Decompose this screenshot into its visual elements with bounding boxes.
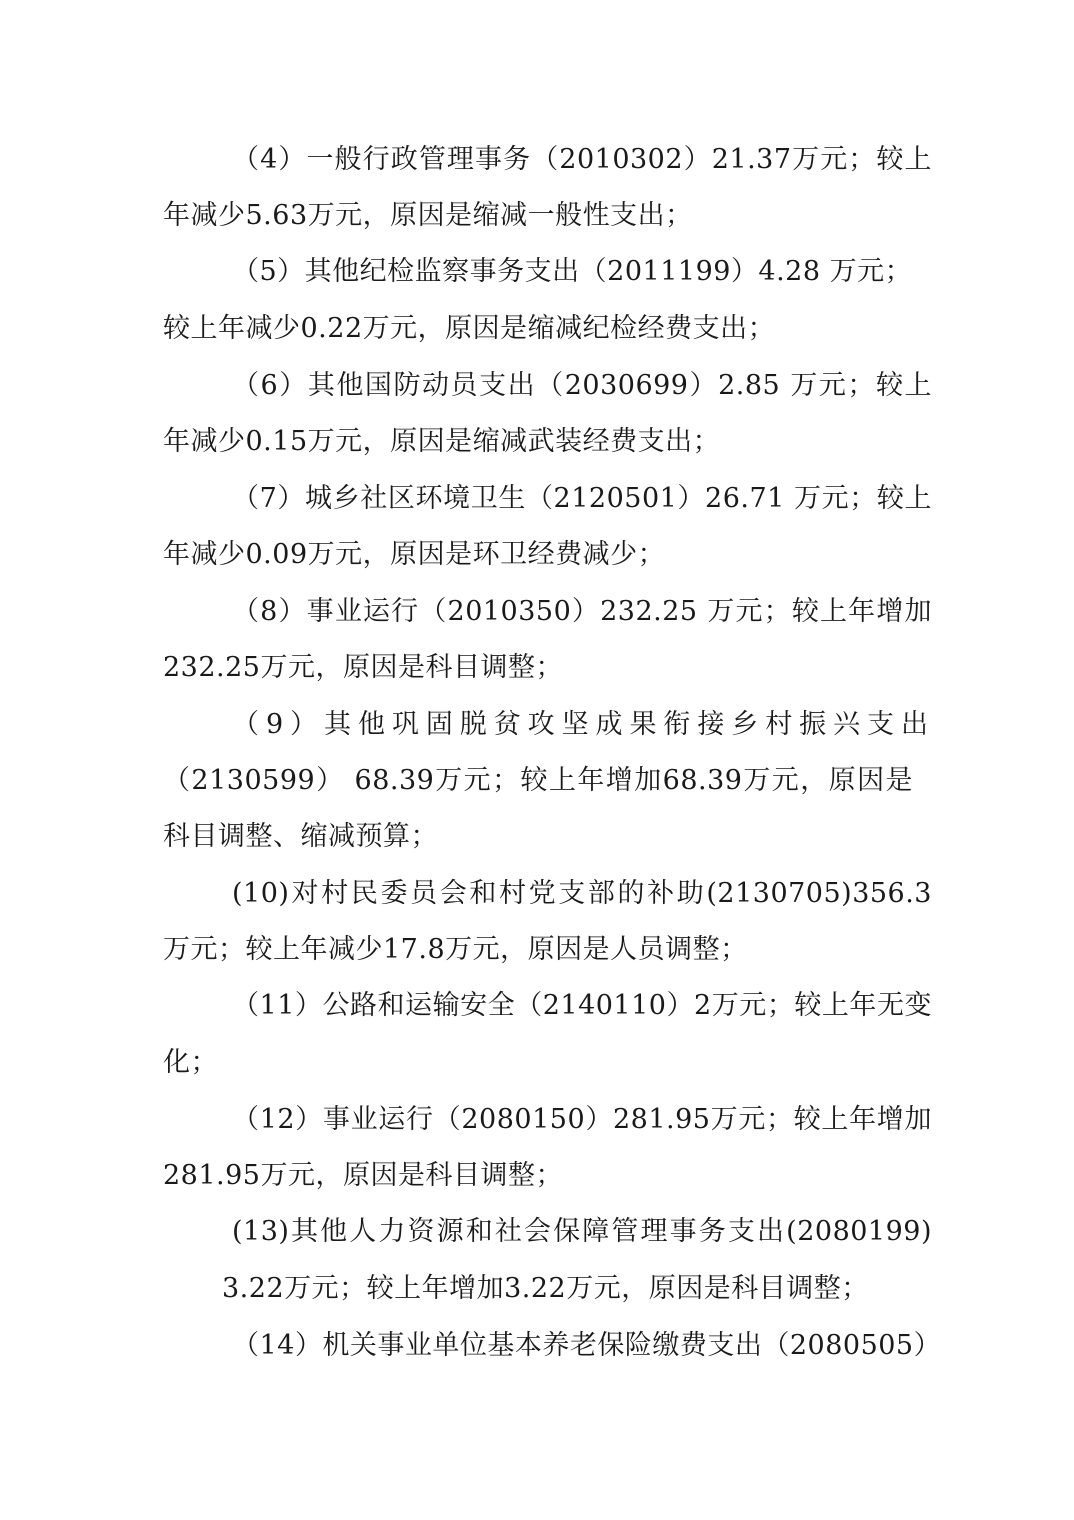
text-line-10: 232.25万元，原因是科目调整； bbox=[163, 652, 563, 683]
text-line-6: 年减少0.15万元，原因是缩减武装经费支出； bbox=[163, 426, 721, 457]
text-line-13: 科目调整、缩减预算； bbox=[163, 821, 438, 852]
text-line-18: （12）事业运行（2080150）281.95万元；较上年增加 bbox=[232, 1104, 932, 1135]
text-line-2: 年减少5.63万元，原因是缩减一般性支出； bbox=[163, 200, 693, 231]
text-line-16: （11）公路和运输安全（2140110）2万元；较上年无变 bbox=[232, 990, 932, 1021]
text-line-7: （7）城乡社区环境卫生（2120501）26.71 万元；较上 bbox=[232, 483, 932, 514]
text-line-22: （14）机关事业单位基本养老保险缴费支出（2080505） bbox=[232, 1330, 942, 1361]
text-line-14: (10)对村民委员会和村党支部的补助(2130705)356.3 bbox=[232, 878, 932, 909]
text-line-20: (13)其他人力资源和社会保障管理事务支出(2080199) bbox=[232, 1216, 932, 1247]
text-line-11: （9）其他巩固脱贫攻坚成果衔接乡村振兴支出 bbox=[232, 709, 932, 740]
text-line-3: （5）其他纪检监察事务支出（2011199）4.28 万元； bbox=[232, 256, 913, 287]
text-line-19: 281.95万元，原因是科目调整； bbox=[163, 1160, 563, 1191]
text-line-12: （2130599） 68.39万元；较上年增加68.39万元，原因是 bbox=[163, 765, 913, 796]
text-line-4: 较上年减少0.22万元，原因是缩减纪检经费支出； bbox=[163, 313, 776, 344]
text-line-15: 万元；较上年减少17.8万元，原因是人员调整； bbox=[163, 934, 748, 965]
text-line-1: （4）一般行政管理事务（2010302）21.37万元；较上 bbox=[232, 144, 932, 175]
text-line-8: 年减少0.09万元，原因是环卫经费减少； bbox=[163, 539, 666, 570]
text-line-5: （6）其他国防动员支出（2030699）2.85 万元；较上 bbox=[232, 370, 932, 401]
text-line-9: （8）事业运行（2010350）232.25 万元；较上年增加 bbox=[232, 596, 932, 627]
text-line-17: 化； bbox=[163, 1047, 218, 1078]
text-line-21: 3.22万元；较上年增加3.22万元，原因是科目调整； bbox=[222, 1273, 869, 1304]
